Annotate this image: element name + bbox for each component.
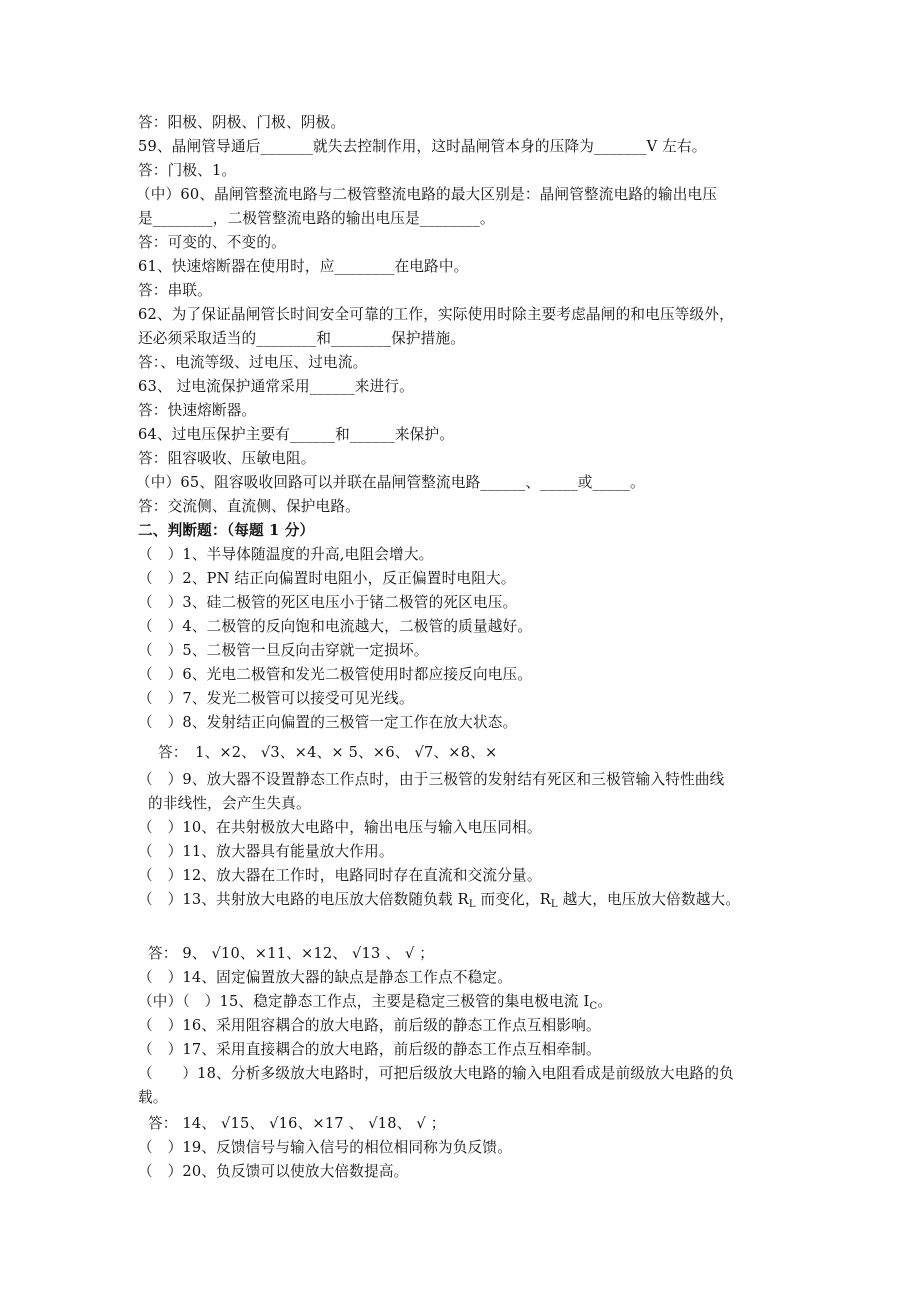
- answer-64: 答：阻容吸收、压敏电阻。: [138, 450, 316, 467]
- judge-15-text-a: （中）（ ）15、稳定静态工作点，主要是稳定三极管的集电极电流 I: [138, 993, 590, 1010]
- subscript-l-2: L: [550, 899, 558, 910]
- answer-65: 答：交流侧、直流侧、保护电路。: [138, 498, 360, 515]
- question-65: （中）65、阻容吸收回路可以并联在晶闸管整流电路______、_____或_____。: [136, 474, 645, 491]
- answer-61: 答：串联。: [138, 282, 212, 299]
- judge-item-2: （ ）2、PN 结正向偏置时电阻小，反正偏置时电阻大。: [138, 570, 516, 587]
- judge-15-text-b: 。: [597, 993, 613, 1010]
- question-60-line1: （中）60、晶闸管整流电路与二极管整流电路的最大区别是：晶闸管整流电路的输出电压: [136, 186, 718, 203]
- subscript-c: C: [589, 1001, 598, 1012]
- judge-item-11: （ ）11、放大器具有能量放大作用。: [138, 843, 394, 860]
- answer-58: 答：阳极、阴极、门极、阴极。: [138, 114, 346, 131]
- question-62-line2: 还必须采取适当的________和________保护措施。: [138, 330, 466, 347]
- judge-item-19: （ ）19、反馈信号与输入信号的相位相同称为负反馈。: [138, 1139, 513, 1156]
- judge-item-13: [138, 888, 740, 912]
- answer-1-8: 答： 1、×2、 √3、×4、× 5、×6、 √7、×8、×: [158, 744, 498, 761]
- judge-item-5: （ ）5、二极管一旦反向击穿就一定损坏。: [138, 642, 429, 659]
- judge-13-text-c: 越大，电压放大倍数越大。: [557, 891, 741, 908]
- answer-9-13: 答： 9、 √10、×11、×12、 √13 、 √ ；: [148, 945, 435, 962]
- subscript-l-1: L: [468, 899, 476, 910]
- answer-60: 答：可变的、不变的。: [138, 234, 286, 251]
- judge-13-text-b: 而变化，R: [475, 891, 551, 908]
- answer-63: 答：快速熔断器。: [138, 402, 257, 419]
- judge-item-9-line1: （ ）9、放大器不设置静态工作点时，由于三极管的发射结有死区和三极管输入特性曲线: [138, 771, 725, 788]
- judge-item-4: （ ）4、二极管的反向饱和电流越大，二极管的质量越好。: [138, 618, 533, 635]
- judge-item-14: （ ）14、固定偏置放大器的缺点是静态工作点不稳定。: [138, 969, 513, 986]
- question-64: 64、过电压保护主要有______和______来保护。: [138, 426, 455, 443]
- judge-item-8: （ ）8、发射结正向偏置的三极管一定工作在放大状态。: [138, 714, 518, 731]
- answer-62: 答：、电流等级、过电压、过电流。: [138, 354, 368, 371]
- question-59: 59、晶闸管导通后_______就失去控制作用，这时晶闸管本身的压降为_______V 左右。: [138, 138, 707, 155]
- judge-item-10: （ ）10、在共射极放大电路中，输出电压与输入电压同相。: [138, 819, 542, 836]
- judge-item-18-line1: （ ）18、分析多级放大电路时，可把后级放大电路的输入电阻看成是前级放大电路的负: [138, 1065, 734, 1082]
- judge-item-17: （ ）17、采用直接耦合的放大电路，前后级的静态工作点互相牵制。: [138, 1041, 601, 1058]
- question-61: 61、快速熔断器在使用时，应________在电路中。: [138, 258, 469, 275]
- answer-59: 答：门极、1。: [138, 162, 237, 179]
- section-heading-judgment: 二、判断题：（每题 1 分）: [138, 522, 315, 539]
- judge-item-9-line2: 的非线性，会产生失真。: [148, 795, 311, 812]
- question-62-line1: 62、为了保证晶闸管长时间安全可靠的工作，实际使用时除主要考虑晶闸的和电压等级外，: [138, 306, 734, 323]
- judge-item-16: （ ）16、采用阻容耦合的放大电路，前后级的静态工作点互相影响。: [138, 1017, 601, 1034]
- judge-item-6: （ ）6、光电二极管和发光二极管使用时都应接反向电压。: [138, 666, 533, 683]
- judge-13-text-a: （ ）13、共射放大电路的电压放大倍数随负载 R: [138, 891, 469, 908]
- question-60-line2: 是________，二极管整流电路的输出电压是________。: [138, 210, 495, 227]
- question-63: 63、 过电流保护通常采用______来进行。: [138, 378, 414, 395]
- judge-item-15: [138, 990, 612, 1014]
- judge-item-18-line2: 载。: [138, 1089, 168, 1106]
- judge-item-1: （ ）1、半导体随温度的升高,电阻会增大。: [138, 546, 434, 563]
- answer-14-18: 答： 14、 √15、 √16、×17 、 √18、 √ ；: [148, 1115, 446, 1132]
- judge-item-12: （ ）12、放大器在工作时，电路同时存在直流和交流分量。: [138, 867, 542, 884]
- judge-item-20: （ ）20、负反馈可以使放大倍数提高。: [138, 1163, 409, 1180]
- judge-item-7: （ ）7、发光二极管可以接受可见光线。: [138, 690, 414, 707]
- judge-item-3: （ ）3、硅二极管的死区电压小于锗二极管的死区电压。: [138, 594, 518, 611]
